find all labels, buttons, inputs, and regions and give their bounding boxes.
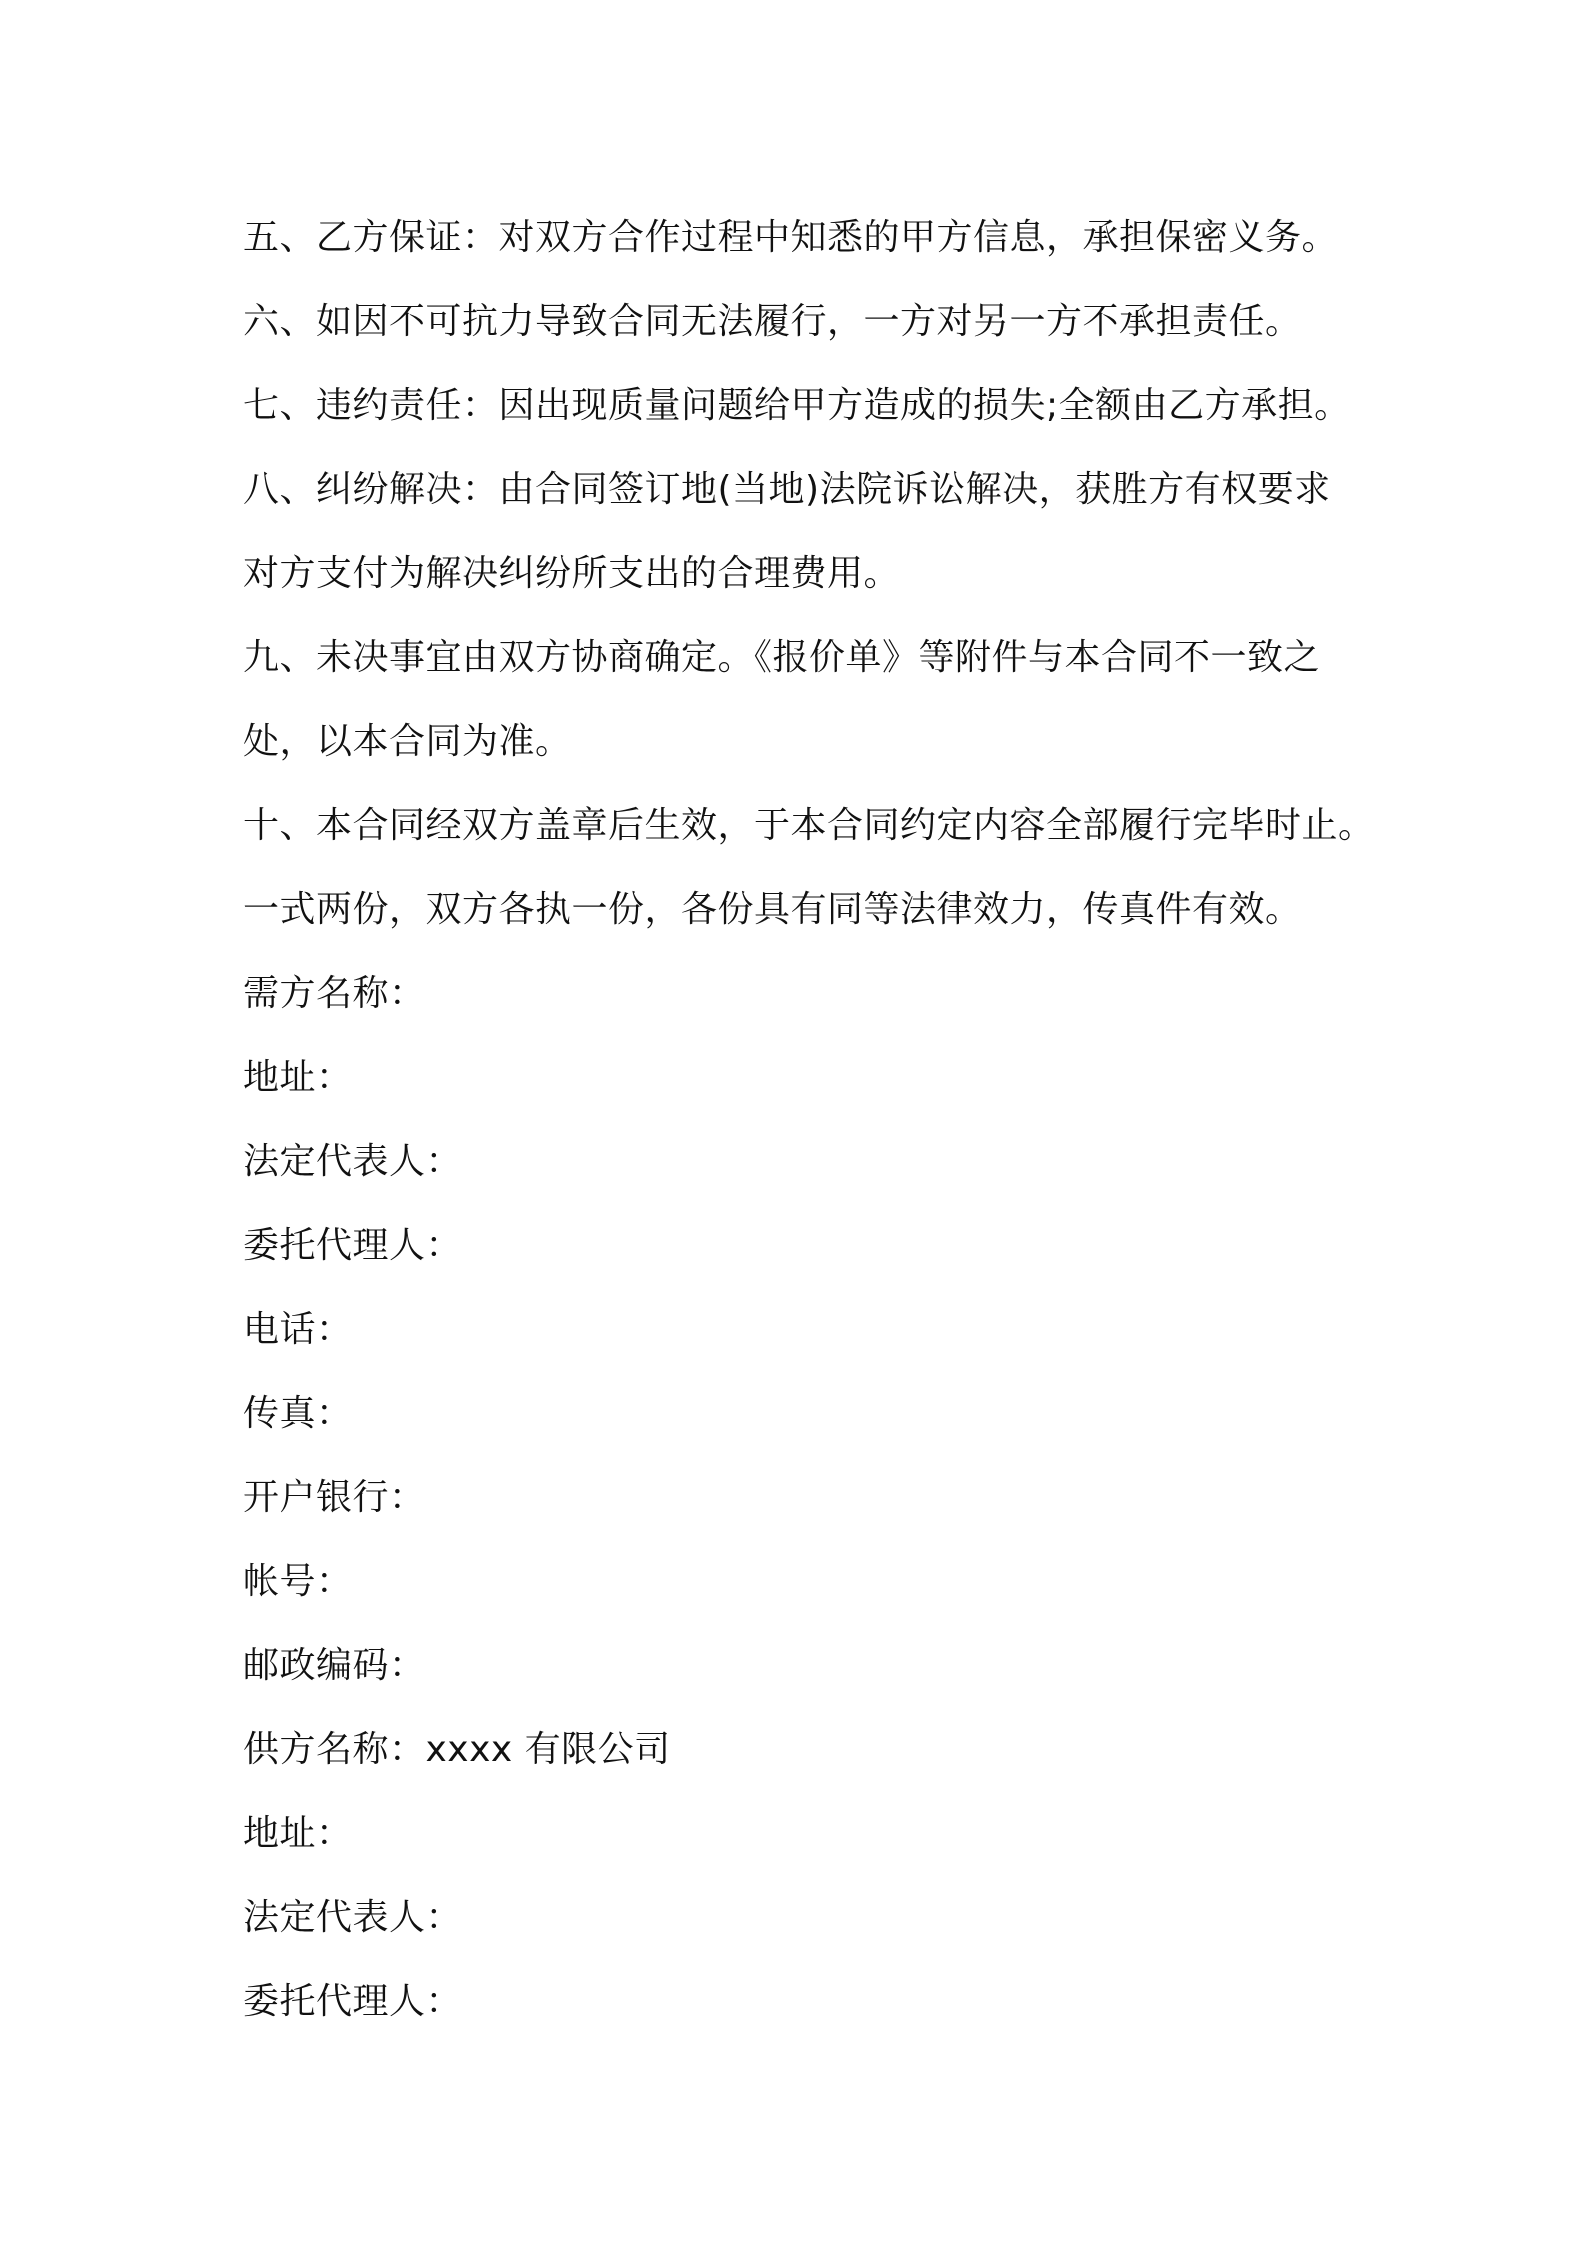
clause-10-line-2: 一式两份，双方各执一份，各份具有同等法律效力，传真件有效。 xyxy=(243,889,1302,930)
buyer-bank-field: 开户银行： xyxy=(243,1477,426,1518)
contract-body xyxy=(243,196,1373,2044)
buyer-legal-rep-field: 法定代表人： xyxy=(243,1141,463,1182)
clause-5: 五、乙方保证：对双方合作过程中知悉的甲方信息，承担保密义务。 xyxy=(243,217,1339,258)
buyer-name-field: 需方名称： xyxy=(243,973,426,1014)
clause-8-line-1: 八、纠纷解决：由合同签订地(当地)法院诉讼解决，获胜方有权要求 xyxy=(243,469,1331,510)
clause-10-line-1: 十、本合同经双方盖章后生效，于本合同约定内容全部履行完毕时止。 xyxy=(243,805,1375,846)
clause-8-line-2: 对方支付为解决纠纷所支出的合理费用。 xyxy=(243,553,901,594)
seller-address-field: 地址： xyxy=(243,1813,353,1854)
seller-legal-rep-field: 法定代表人： xyxy=(243,1897,463,1938)
clause-6: 六、如因不可抗力导致合同无法履行，一方对另一方不承担责任。 xyxy=(243,301,1302,342)
buyer-agent-field: 委托代理人： xyxy=(243,1225,463,1266)
seller-agent-field: 委托代理人： xyxy=(243,1981,463,2022)
buyer-address-field: 地址： xyxy=(243,1057,353,1098)
buyer-postcode-field: 邮政编码： xyxy=(243,1645,426,1686)
clause-9-line-1: 九、未决事宜由双方协商确定。《报价单》等附件与本合同不一致之 xyxy=(243,637,1321,678)
seller-name-field: 供方名称：xxxx 有限公司 xyxy=(243,1729,671,1770)
buyer-account-field: 帐号： xyxy=(243,1561,353,1602)
buyer-phone-field: 电话： xyxy=(243,1309,353,1350)
buyer-fax-field: 传真： xyxy=(243,1393,353,1434)
clause-7: 七、违约责任：因出现质量问题给甲方造成的损失;全额由乙方承担。 xyxy=(243,385,1351,426)
clause-9-line-2: 处，以本合同为准。 xyxy=(243,721,572,762)
